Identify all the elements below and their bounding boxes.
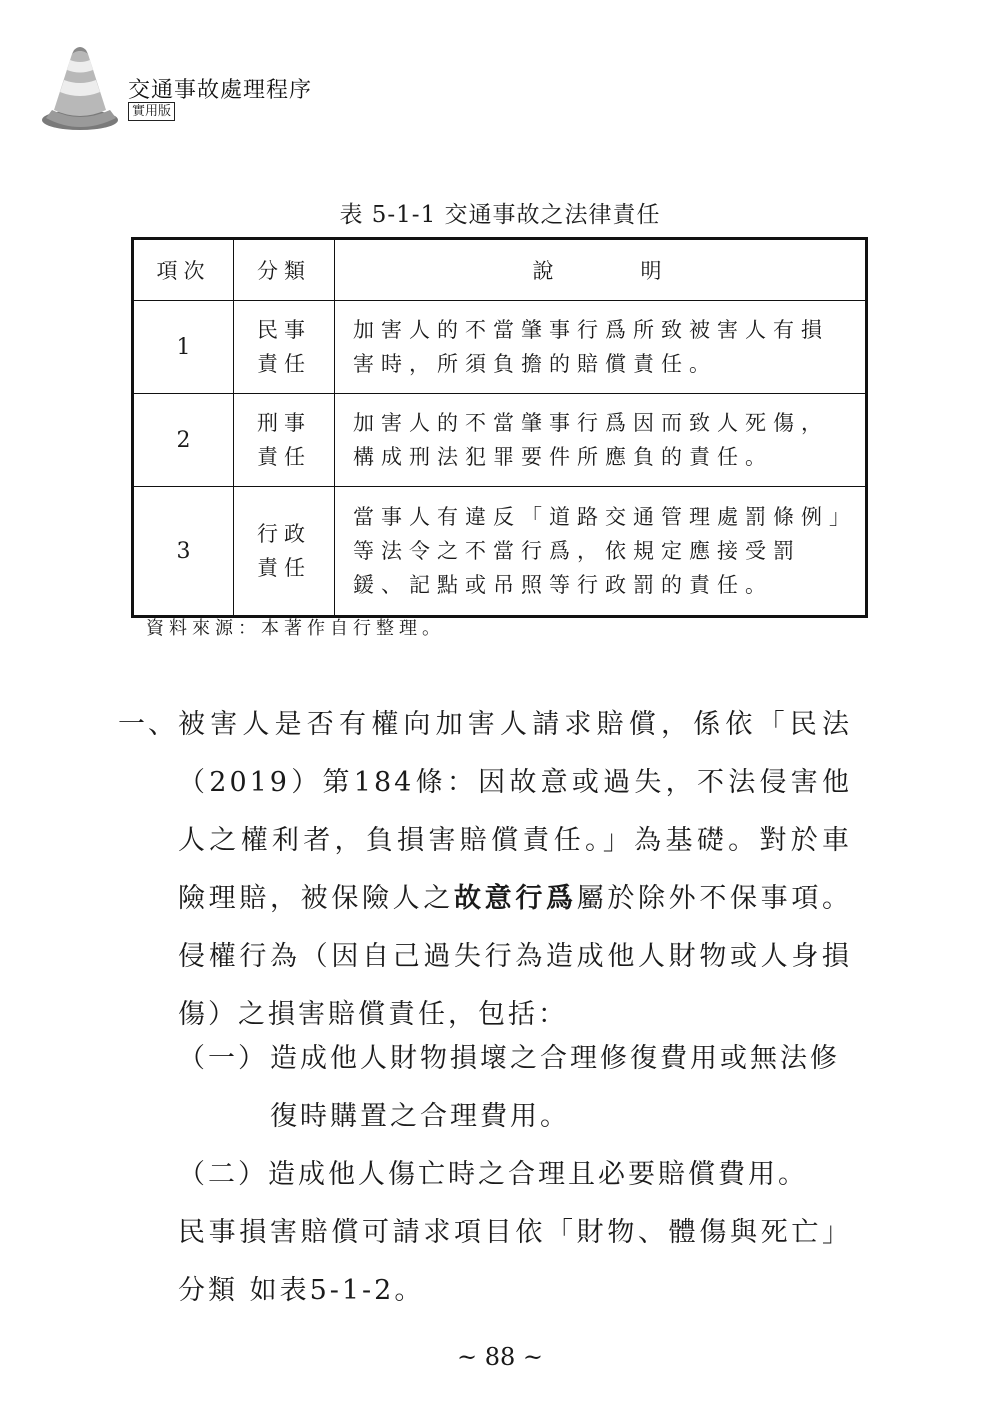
category-line: 民事 [257, 318, 311, 342]
row-description: 加害人的不當肇事行爲所致被害人有損害時，所須負擔的賠償責任。 [335, 301, 867, 394]
column-header-description: 說 明 [335, 239, 867, 301]
table-row [133, 394, 867, 487]
table-row [133, 487, 867, 617]
section-number: 一、 [118, 709, 178, 740]
page-number: ~ 88 ~ [456, 1343, 543, 1371]
category-line: 責任 [257, 556, 311, 580]
bold-term: 故意行爲 [454, 883, 577, 914]
row-category [234, 301, 335, 394]
row-number: 1 [133, 301, 234, 394]
category-line: 責任 [257, 352, 311, 376]
row-category [234, 487, 335, 617]
list-item: （二）造成他人傷亡時之合理且必要賠償費用。 [178, 1159, 808, 1190]
row-number: 3 [133, 487, 234, 617]
row-number: 2 [133, 394, 234, 487]
paragraph-text-part: 被害人是否有權向加害人請求賠償，係依「民法（2019）第184條：因故意或過失，不法侵害他人之權利者，負損害賠償責任。」為基礎。對於車險理賠，被保險人之 [178, 709, 852, 914]
closing-paragraph: 民事損害賠償可請求項目依「財物、體傷與死亡」分類 如表5-1-2。 [178, 1217, 852, 1306]
table-caption: 表 5-1-1 交通事故之法律責任 [339, 202, 661, 228]
category-line: 刑事 [257, 411, 311, 435]
book-title: 交通事故處理程序 [128, 78, 313, 103]
list-item-text: 造成他人財物損壞之合理修復費用或無法修復時購置之合理費用。 [270, 1043, 840, 1132]
table-header-row [133, 239, 867, 301]
paragraph-text-part: 屬於除外不保事項。侵權行為（因自己過失行為造成他人財物或人身損傷）之損害賠償責任，包括： [178, 883, 853, 1030]
legal-liability-table [131, 237, 868, 618]
table-source-note: 資料來源：本著作自行整理。 [146, 618, 445, 639]
table-row [133, 301, 867, 394]
traffic-cone-icon [38, 40, 128, 135]
edition-badge: 實用版 [128, 102, 175, 121]
category-line: 行政 [257, 522, 311, 546]
row-description: 當事人有違反「道路交通管理處罰條例」等法令之不當行爲，依規定應接受罰鍰、記點或吊照等行政罰的責任。 [335, 487, 867, 617]
row-description: 加害人的不當肇事行爲因而致人死傷，構成刑法犯罪要件所應負的責任。 [335, 394, 867, 487]
column-header-category: 分類 [234, 239, 335, 301]
paragraph-text [178, 696, 852, 1044]
category-line: 責任 [257, 445, 311, 469]
column-header-item-no: 項次 [133, 239, 234, 301]
page-header [38, 40, 338, 140]
list-item-label: （一） [178, 1043, 268, 1074]
row-category [234, 394, 335, 487]
